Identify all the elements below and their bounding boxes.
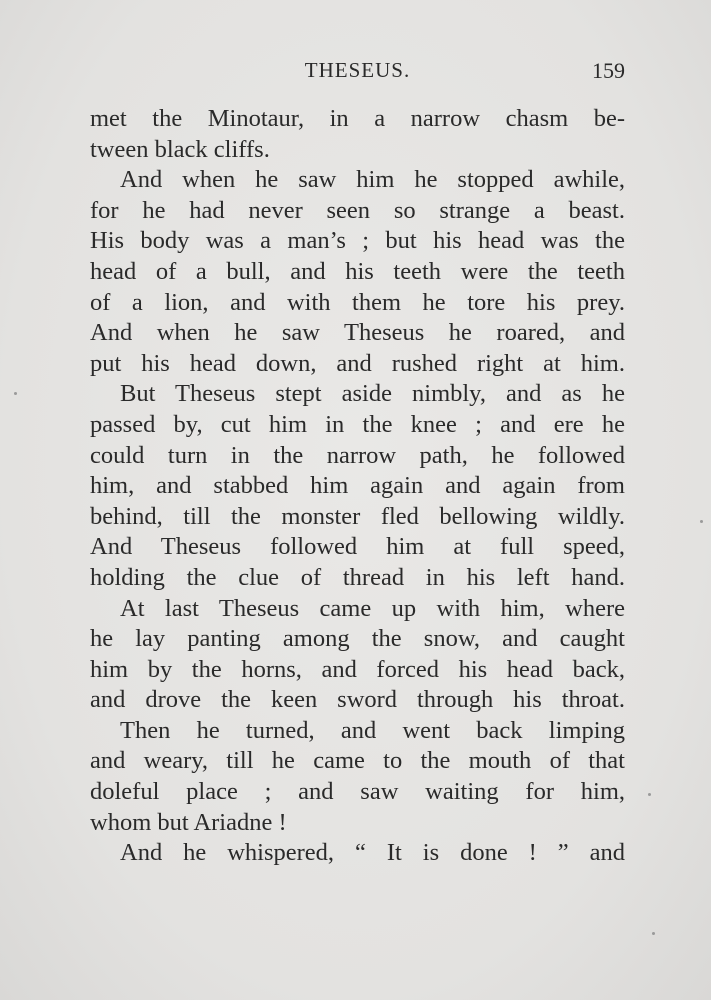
body-text xyxy=(90,104,625,869)
text-line: And when he saw him he stopped awhile, xyxy=(120,166,625,194)
text-line: And Theseus followed him at full speed, xyxy=(90,533,625,561)
text-line: head of a bull, and his teeth were the teeth xyxy=(90,257,625,285)
text-line: His body was a man’s ; but his head was the xyxy=(90,227,625,255)
text-line: tween black cliffs. xyxy=(90,135,270,163)
paper-speck xyxy=(700,520,703,523)
paper-speck xyxy=(14,392,17,395)
text-line: passed by, cut him in the knee ; and ere he xyxy=(90,410,625,438)
text-line: for he had never seen so strange a beast. xyxy=(90,196,625,224)
text-line: put his head down, and rushed right at him. xyxy=(90,349,625,377)
text-line: whom but Ariadne ! xyxy=(90,808,287,836)
page-number: 159 xyxy=(592,58,625,83)
running-head xyxy=(90,58,625,88)
text-line: At last Theseus came up with him, where xyxy=(120,594,625,622)
text-line: and weary, till he came to the mouth of that xyxy=(90,747,625,775)
paper-speck xyxy=(652,932,655,935)
text-line: met the Minotaur, in a narrow chasm be- xyxy=(90,105,625,132)
text-line: behind, till the monster fled bellowing wildly. xyxy=(90,502,625,530)
paper-speck xyxy=(648,793,651,796)
text-line: him by the horns, and forced his head back, xyxy=(90,655,625,683)
text-line: But Theseus stept aside nimbly, and as he xyxy=(120,380,625,408)
chapter-title: THESEUS. xyxy=(304,58,411,82)
text-line: could turn in the narrow path, he followed xyxy=(90,441,625,469)
text-line: And when he saw Theseus he roared, and xyxy=(90,319,625,347)
text-line: of a lion, and with them he tore his prey. xyxy=(90,288,625,316)
text-line: And he whispered, “ It is done ! ” and xyxy=(120,839,625,867)
text-line: Then he turned, and went back limping xyxy=(120,716,625,744)
text-line: he lay panting among the snow, and caught xyxy=(90,625,625,653)
text-line: holding the clue of thread in his left hand. xyxy=(90,563,625,591)
text-line: him, and stabbed him again and again from xyxy=(90,472,625,500)
text-line: and drove the keen sword through his throat. xyxy=(90,686,625,714)
text-line: doleful place ; and saw waiting for him, xyxy=(90,778,625,806)
